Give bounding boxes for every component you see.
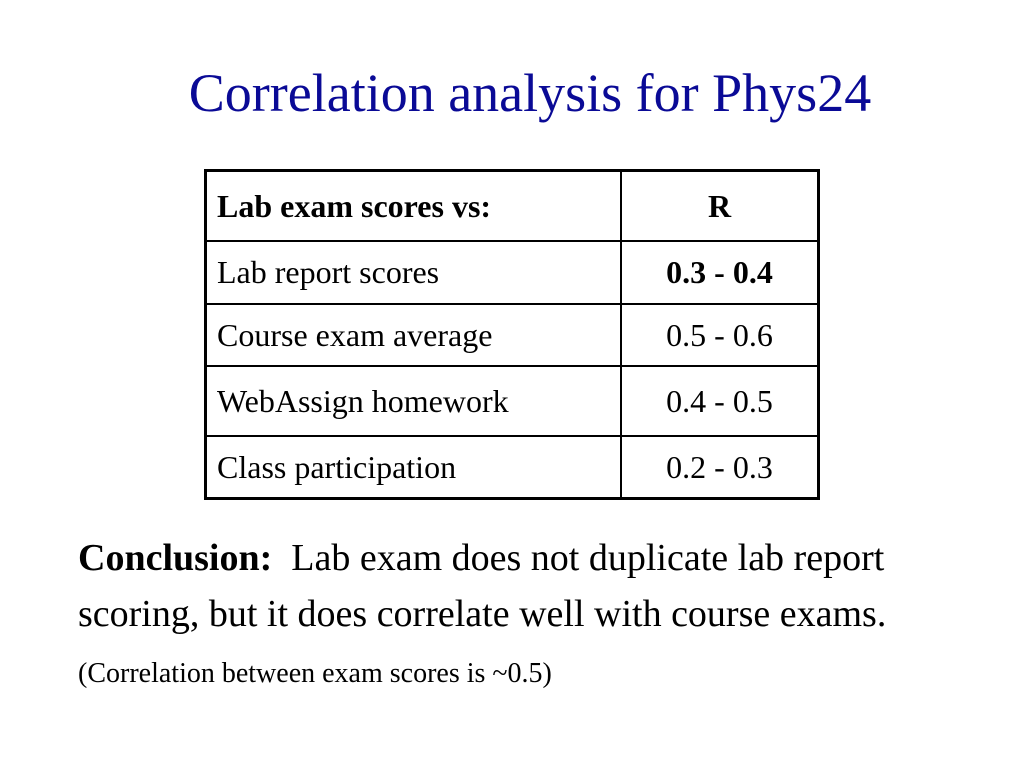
slide-title: Correlation analysis for Phys24 (188, 63, 872, 123)
table-row (206, 304, 819, 366)
table-row (206, 436, 819, 499)
table-header-row (206, 171, 819, 242)
row-label-cell: WebAssign homework (206, 366, 622, 436)
row-r-value-cell: 0.2 - 0.3 (621, 436, 819, 499)
conclusion-note: (Correlation between exam scores is ~0.5) (78, 658, 552, 689)
table-row (206, 241, 819, 304)
row-r-value-cell: 0.4 - 0.5 (621, 366, 819, 436)
header-cell-r: R (621, 171, 819, 242)
table-row (206, 366, 819, 436)
row-r-value-cell: 0.5 - 0.6 (621, 304, 819, 366)
conclusion-body: Lab exam does not duplicate lab report scoring, but it does correlate well with course exams. (78, 537, 887, 635)
row-r-value-cell: 0.3 - 0.4 (621, 241, 819, 304)
row-label-cell: Course exam average (206, 304, 622, 366)
conclusion-paragraph (78, 530, 968, 702)
row-label-cell: Lab report scores (206, 241, 622, 304)
correlation-table (204, 169, 820, 500)
header-cell-variable: Lab exam scores vs: (206, 171, 622, 242)
conclusion-lead: Conclusion: (78, 537, 273, 579)
row-label-cell: Class participation (206, 436, 622, 499)
